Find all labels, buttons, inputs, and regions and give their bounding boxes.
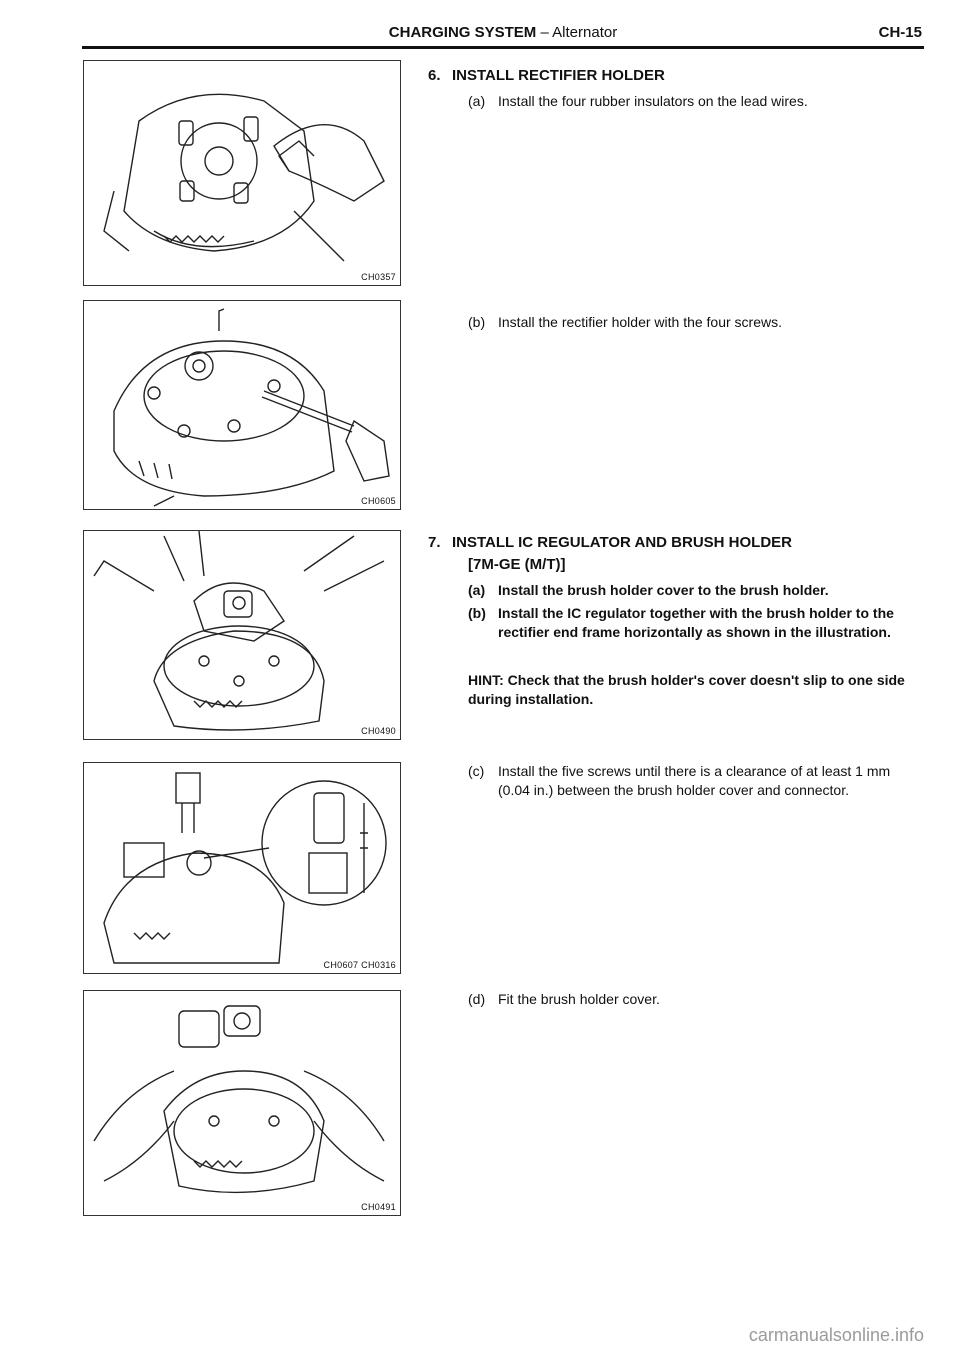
illustration-rectifier-holder [84, 301, 400, 509]
step-label: (b) [468, 605, 486, 621]
step-text: Fit the brush holder cover. [498, 991, 660, 1007]
figure-code: CH0607 CH0316 [323, 960, 396, 970]
figure-code: CH0605 [361, 496, 396, 506]
step-text: Install the IC regulator together with the brush holder to the rectifier end frame horizontally as shown in the illustration. [498, 605, 894, 640]
figure-rectifier-insulators [83, 60, 401, 286]
step-7c [468, 762, 918, 800]
step-label: (a) [468, 93, 486, 109]
section-number: 7. [428, 534, 441, 551]
illustration-ic-regulator [84, 531, 400, 739]
section-title: INSTALL IC REGULATOR AND BRUSH HOLDER [452, 534, 792, 551]
watermark: carmanualsonline.info [748, 1325, 924, 1345]
figure-rectifier-screws [83, 300, 401, 510]
section-title: INSTALL RECTIFIER HOLDER [452, 67, 665, 84]
section-6-heading [428, 67, 665, 84]
header-rule [82, 46, 924, 49]
header-title: CHARGING SYSTEM – Alternator [388, 24, 618, 41]
step-text: Install the five screws until there is a clearance of at least 1 mm (0.04 in.) between the brush holder cover and connector. [498, 763, 891, 798]
illustration-fit-cover [84, 991, 400, 1215]
step-label: (a) [468, 582, 486, 598]
step-7a [468, 581, 918, 600]
step-6b [468, 313, 918, 332]
hint-note: HINT: Check that the brush holder's cover doesn't slip to one side during installation. [468, 672, 905, 707]
section-number: 6. [428, 67, 441, 84]
figure-code: CH0490 [361, 726, 396, 736]
step-text: Install the four rubber insulators on the lead wires. [498, 93, 808, 109]
figure-code: CH0357 [361, 272, 396, 282]
illustration-alternator-insulators [84, 61, 400, 285]
step-label: (b) [468, 314, 486, 330]
step-6a [468, 92, 918, 111]
section-7-heading [428, 534, 792, 551]
step-label: (d) [468, 991, 486, 1007]
step-7b [468, 604, 918, 642]
step-7d [468, 990, 918, 1009]
figure-clearance-check [83, 762, 401, 974]
step-text: Install the rectifier holder with the four screws. [498, 314, 783, 330]
figure-ic-regulator-install [83, 530, 401, 740]
step-label: (c) [468, 763, 485, 779]
page-header [82, 18, 924, 42]
page-number: CH-15 [878, 24, 922, 41]
figure-code: CH0491 [361, 1202, 396, 1212]
illustration-clearance [84, 763, 400, 973]
section-7-subtitle: [7M-GE (M/T)] [468, 556, 566, 573]
step-text: Install the brush holder cover to the brush holder. [498, 582, 829, 598]
figure-brush-holder-cover [83, 990, 401, 1216]
